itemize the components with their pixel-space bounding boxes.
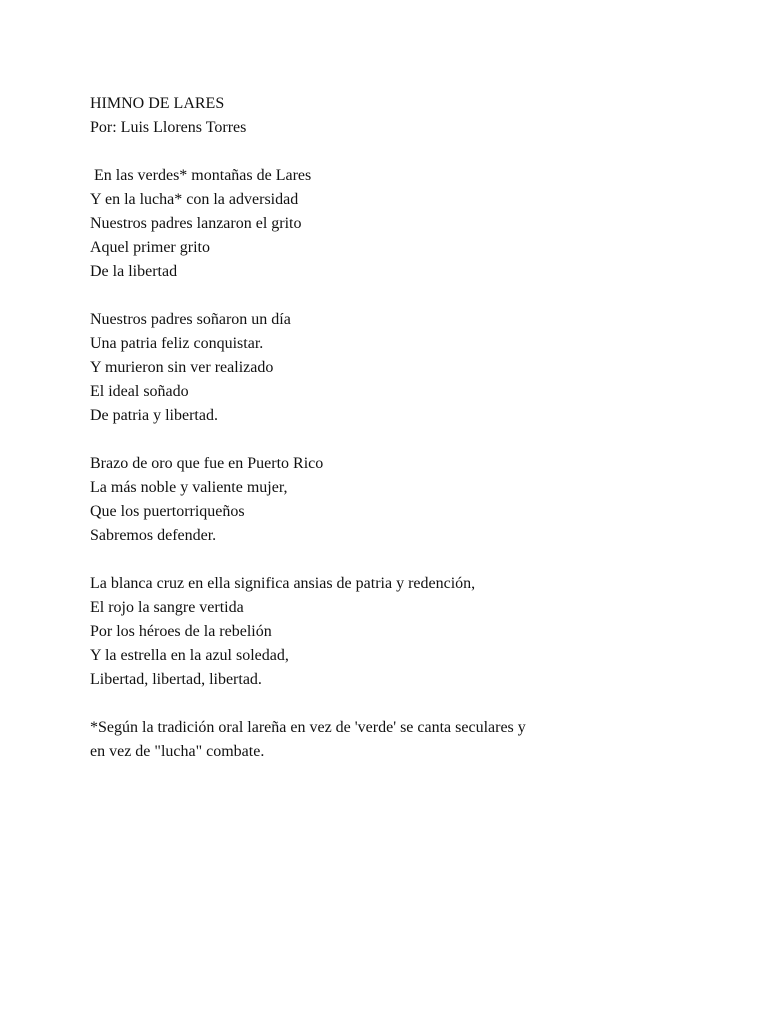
footnote-line: *Según la tradición oral lareña en vez de 'verde' se canta seculares y [90, 719, 526, 736]
document-body [90, 92, 690, 764]
verse-line: Y murieron sin ver realizado [90, 359, 274, 376]
verse-line: La más noble y valiente mujer, [90, 479, 288, 496]
stanza-2 [90, 308, 690, 428]
verse-line: Que los puertorriqueños [90, 503, 245, 520]
spacer [90, 140, 690, 164]
verse-line: El rojo la sangre vertida [90, 599, 244, 616]
document-title: HIMNO DE LARES [90, 95, 225, 112]
footnote-line: en vez de "lucha" combate. [90, 743, 265, 760]
verse-line: Y en la lucha* con la adversidad [90, 191, 299, 208]
verse-line: En las verdes* montañas de Lares [90, 167, 312, 184]
verse-line: De la libertad [90, 263, 178, 280]
verse-line: La blanca cruz en ella significa ansias de patria y redención, [90, 575, 476, 592]
stanza-1 [90, 164, 690, 284]
verse-line: Nuestros padres soñaron un día [90, 311, 291, 328]
header-block [90, 92, 690, 140]
stanza-3 [90, 452, 690, 548]
document-author: Por: Luis Llorens Torres [90, 119, 247, 136]
spacer [90, 548, 690, 572]
verse-line: Libertad, libertad, libertad. [90, 671, 262, 688]
verse-line: Nuestros padres lanzaron el grito [90, 215, 302, 232]
verse-line: Brazo de oro que fue en Puerto Rico [90, 455, 324, 472]
verse-line: Y la estrella en la azul soledad, [90, 647, 289, 664]
verse-line: Una patria feliz conquistar. [90, 335, 264, 352]
verse-line: Sabremos defender. [90, 527, 217, 544]
verse-line: El ideal soñado [90, 383, 189, 400]
spacer [90, 692, 690, 716]
spacer [90, 428, 690, 452]
verse-line: Aquel primer grito [90, 239, 210, 256]
verse-line: Por los héroes de la rebelión [90, 623, 272, 640]
verse-line: De patria y libertad. [90, 407, 218, 424]
footnote [90, 716, 690, 764]
stanza-4 [90, 572, 690, 692]
spacer [90, 284, 690, 308]
